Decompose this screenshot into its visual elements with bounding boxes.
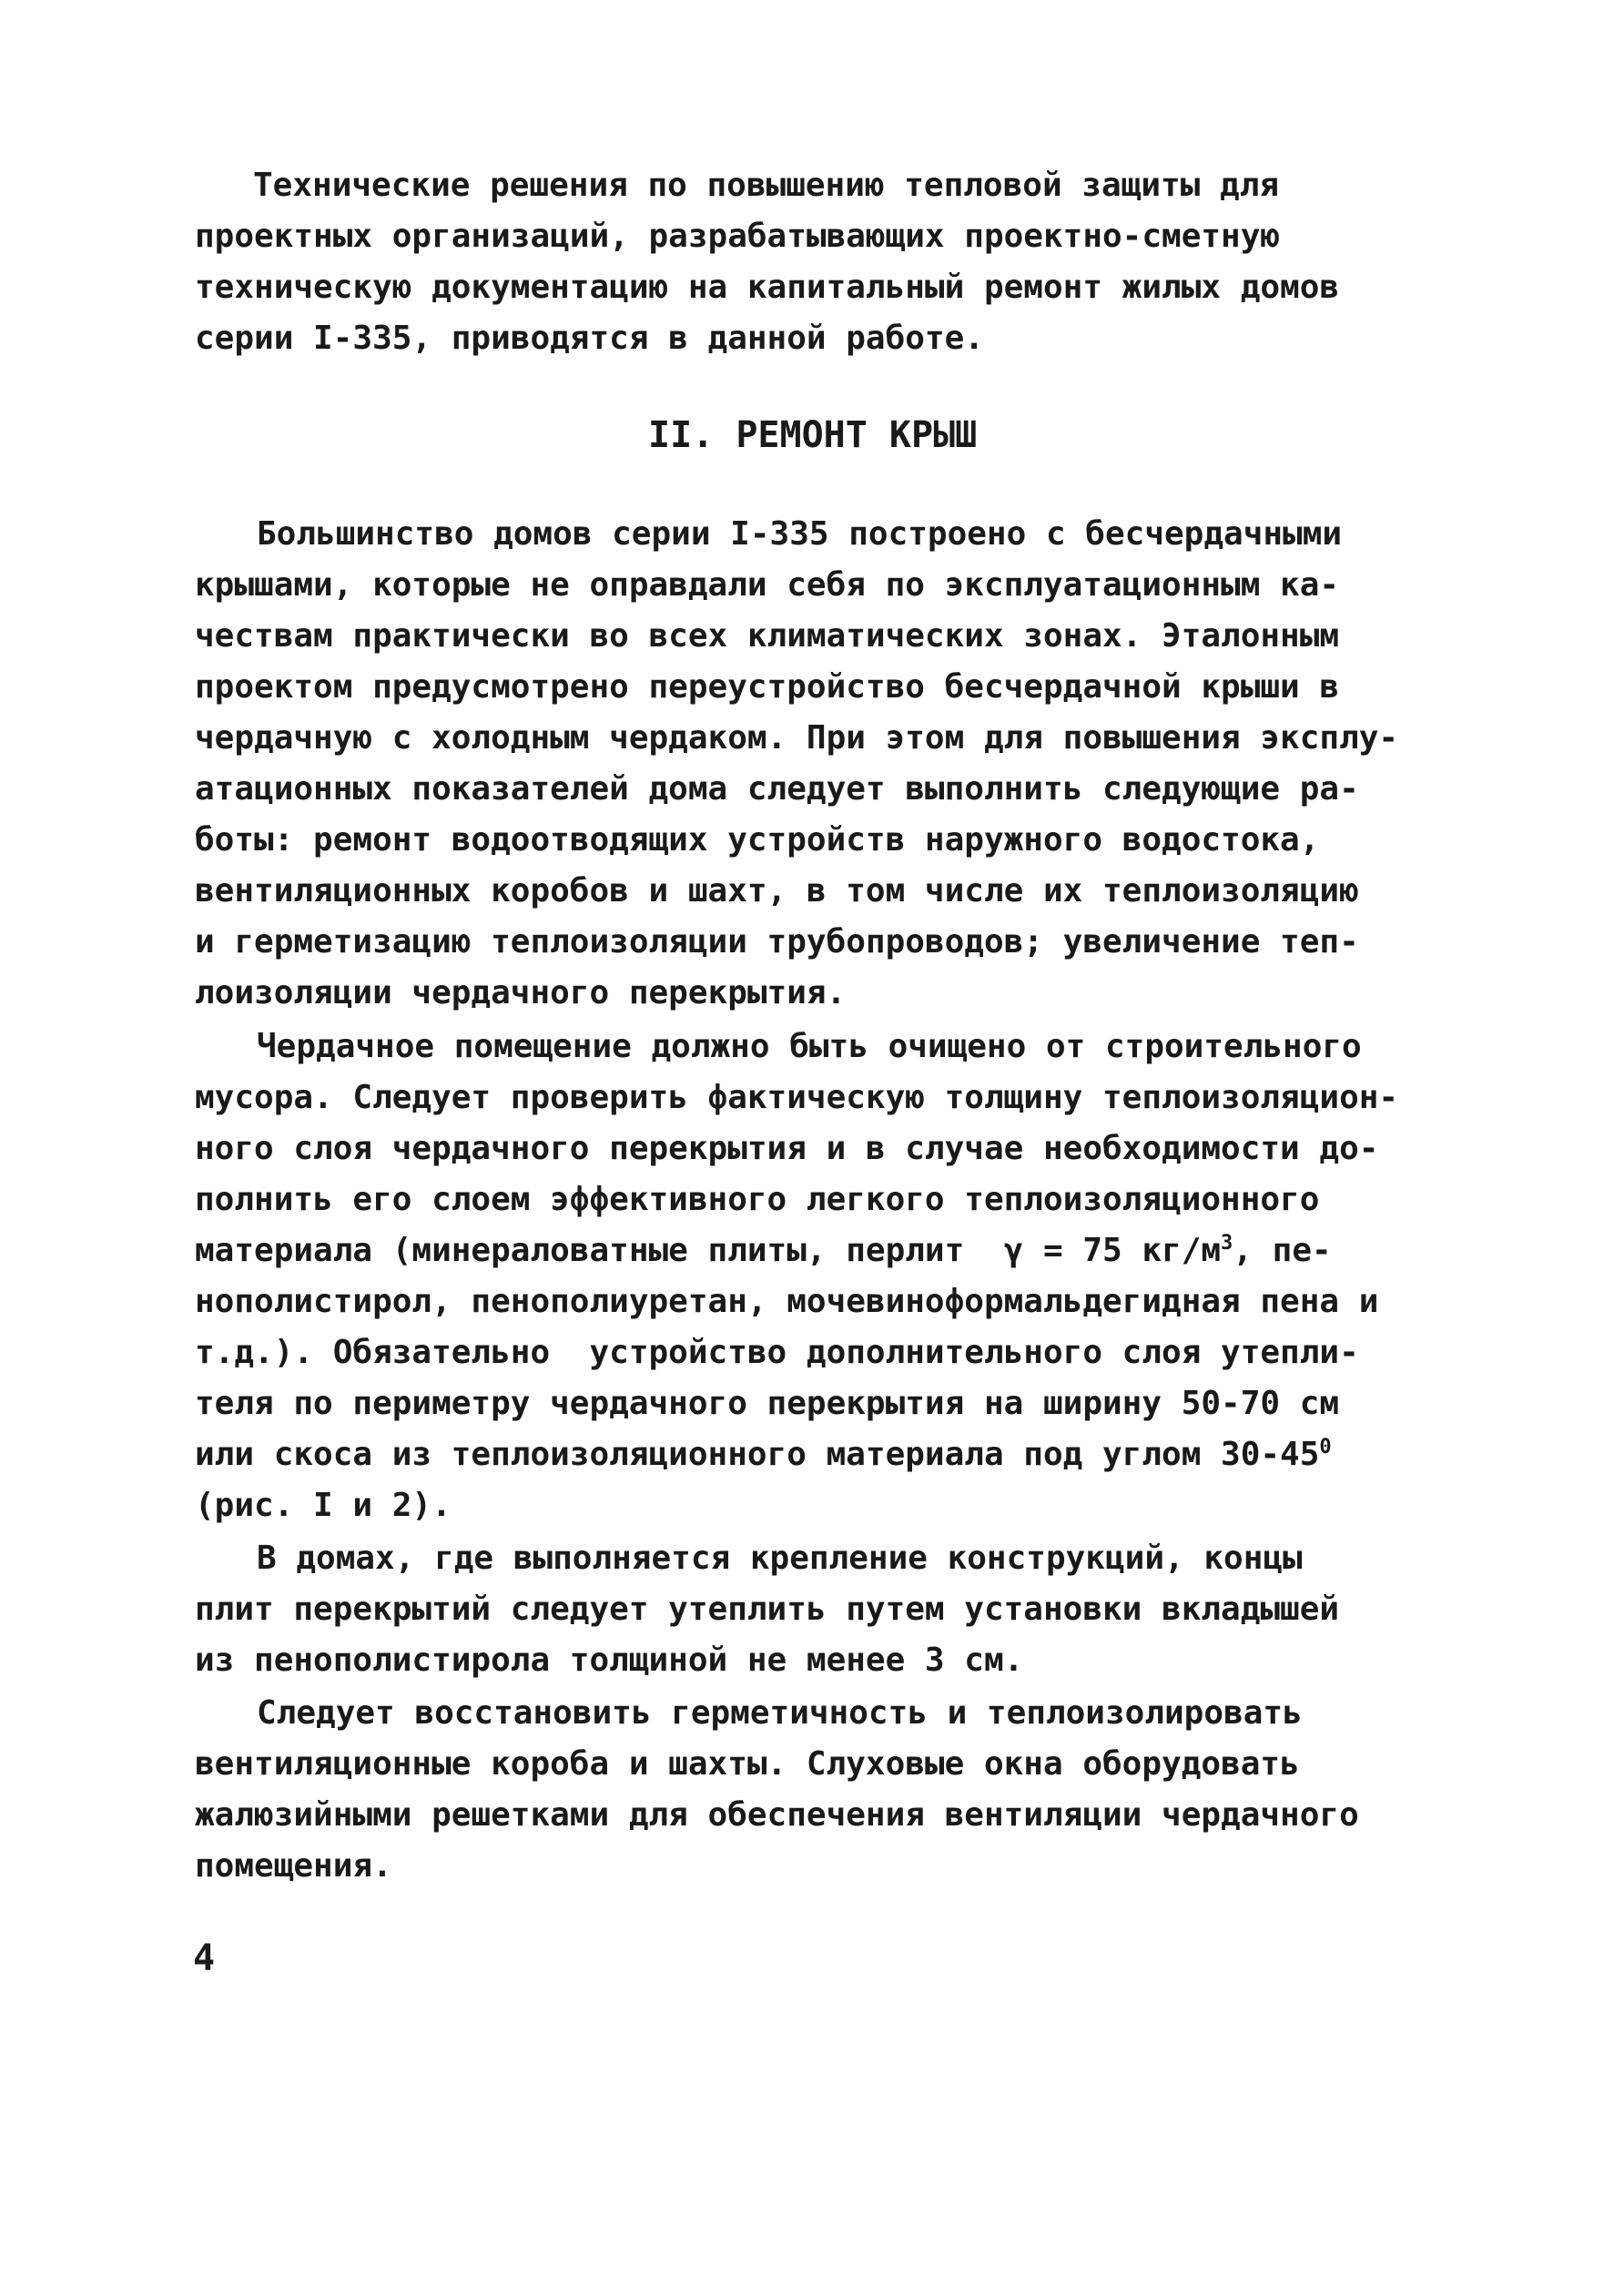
para1-line-3: чествам практически во всех климатических зонах. Эталонным — [195, 617, 1340, 655]
intro-line-3: техническую документацию на капитальный ремонт жилых домов — [195, 269, 1340, 306]
para1-line-7: боты: ремонт водоотводящих устройств наружного водостока, — [195, 821, 1320, 859]
para2-line-1: Чердачное помещение должно быть очищено от строительного — [257, 1028, 1362, 1065]
para2-line-6: нополистирол, пенополиуретан, мочевиноформальдегидная пена и — [195, 1283, 1379, 1320]
para3-line-2: плит перекрытий следует утеплить путем установки вкладышей — [195, 1591, 1340, 1628]
section-title: II. РЕМОНТ КРЫШ — [648, 414, 978, 456]
para4-line-2: вентиляционные короба и шахты. Слуховые окна оборудовать — [195, 1745, 1300, 1783]
para4-line-3: жалюзийными решетками для обеспечения вентиляции чердачного — [195, 1796, 1359, 1834]
para1-line-2: крышами, которые не оправдали себя по эксплуатационным ка- — [195, 566, 1340, 604]
para1-line-1: Большинство домов серии I-335 построено с бесчердачными — [257, 515, 1343, 553]
para1-line-10: лоизоляции чердачного перекрытия. — [195, 974, 847, 1011]
para2-line-4: полнить его слоем эффективного легкого теплоизоляционного — [195, 1181, 1320, 1218]
intro-line-1: Технические решения по повышению тепловой защиты для — [253, 167, 1280, 204]
para2-line-8: теля по периметру чердачного перекрытия на ширину 50-70 см — [195, 1385, 1340, 1422]
para2-line-5-text: материала (минераловатные плиты, перлит γ = 75 кг/м — [195, 1232, 1222, 1269]
para3-line-3: из пенополистирола толщиной не менее 3 см. — [195, 1642, 1024, 1679]
para2-line-3: ного слоя чердачного перекрытия и в случае необходимости до- — [195, 1130, 1379, 1167]
para2-line-9 — [195, 1435, 1332, 1475]
para4-line-4: помещения. — [195, 1847, 392, 1885]
intro-line-2: проектных организаций, разрабатывающих проектно-сметную — [195, 218, 1281, 255]
para2-line-9-text: или скоса из теплоизоляционного материала под углом 30-45 — [195, 1436, 1320, 1473]
para1-line-5: чердачную с холодным чердаком. При этом для повышения эксплу- — [195, 719, 1399, 757]
para2-line-2: мусора. Следует проверить фактическую толщину теплоизоляцион- — [195, 1079, 1399, 1116]
para2-line-5-tail: , пе- — [1233, 1232, 1332, 1269]
para4-line-1: Следует восстановить герметичность и теплоизолировать — [257, 1694, 1303, 1732]
para3-line-1: В домах, где выполняется крепление конструкций, концы — [257, 1540, 1303, 1577]
para2-line-10: (рис. I и 2). — [195, 1487, 452, 1524]
intro-line-4: серии I-335, приводятся в данной работе. — [195, 320, 984, 357]
para1-line-4: проектом предусмотрено переустройство бесчердачной крыши в — [195, 668, 1340, 706]
para2-line-5 — [195, 1231, 1332, 1271]
para1-line-8: вентиляционных коробов и шахт, в том числе их теплоизоляцию — [195, 872, 1359, 910]
para1-line-9: и герметизацию теплоизоляции трубопроводов; увеличение теп- — [195, 923, 1359, 961]
cubic-superscript: 3 — [1221, 1232, 1233, 1255]
degree-superscript: 0 — [1319, 1436, 1332, 1459]
para1-line-6: атационных показателей дома следует выполнить следующие ра- — [195, 770, 1359, 808]
page-number: 4 — [193, 1937, 216, 1979]
para2-line-7: т.д.). Обязательно устройство дополнительного слоя утепли- — [195, 1334, 1359, 1371]
